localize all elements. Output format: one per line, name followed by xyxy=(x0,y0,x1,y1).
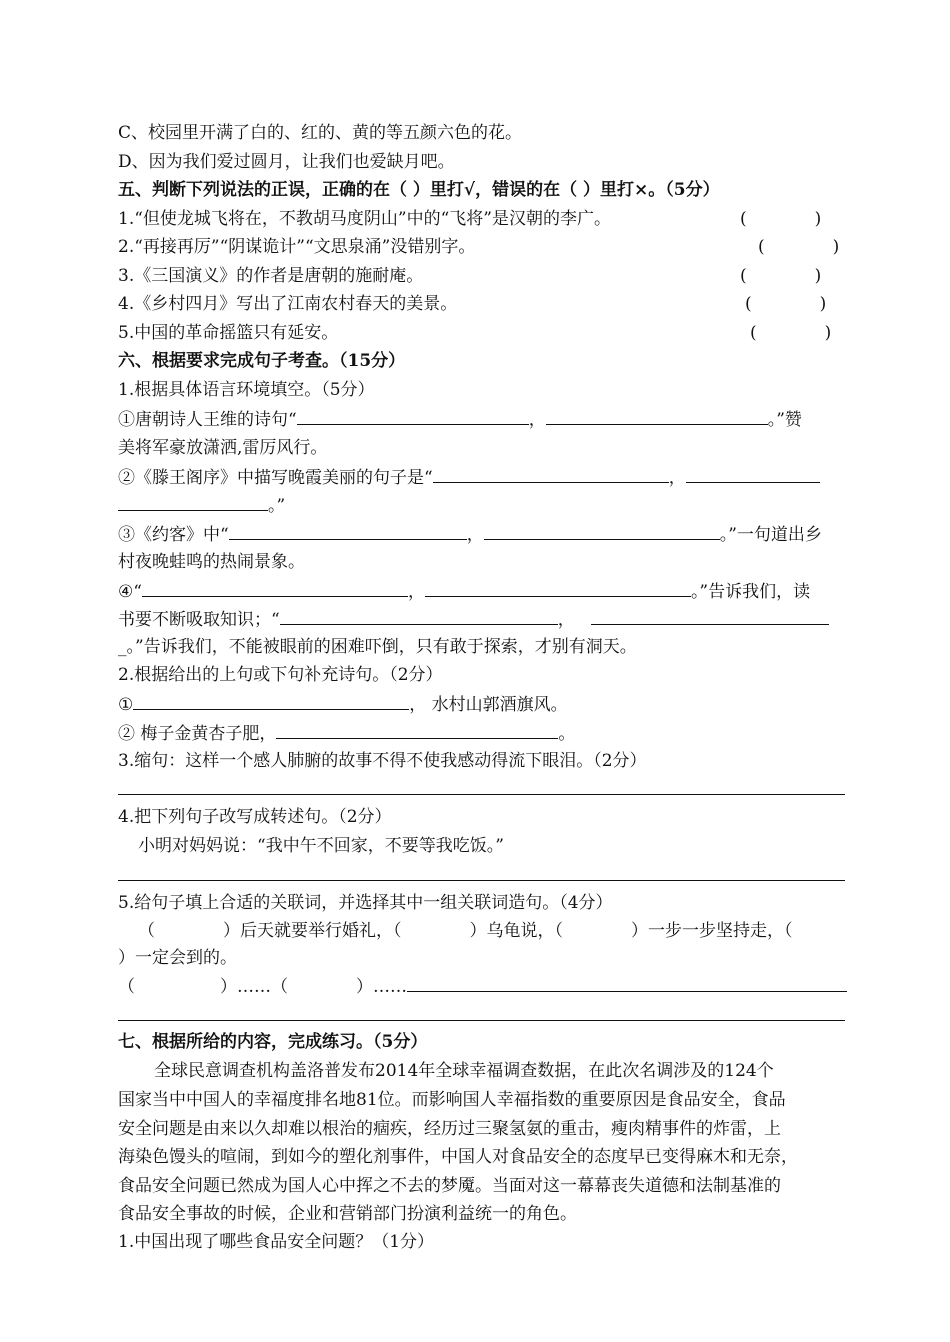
q6-1-title: 1.根据具体语言环境填空。（5分） xyxy=(118,380,375,400)
judge-answer-4[interactable]: ( ) xyxy=(745,294,827,314)
q6-4-title: 4.把下列句子改写成转述句。（2分） xyxy=(118,807,392,827)
judge-item-4: 4.《乡村四月》写出了江南农村春天的美景。 xyxy=(118,294,458,314)
comma: ， xyxy=(557,610,575,630)
q6-1-c-cont: 村夜晚蛙鸣的热闹景象。 xyxy=(118,552,305,572)
q6-2-b-suffix: 。 xyxy=(558,724,576,744)
blank-explore-2[interactable] xyxy=(591,608,829,625)
q6-2-a xyxy=(118,693,868,716)
blank-poem-2[interactable] xyxy=(276,722,558,739)
blank-explore-1[interactable] xyxy=(280,608,558,625)
q6-4-sentence: 小明对妈妈说：“我中午不回家，不要等我吃饭。” xyxy=(138,836,504,856)
blank-tengwang-2b[interactable] xyxy=(118,494,268,511)
blank-poem-1[interactable] xyxy=(133,693,409,710)
judge-item-3: 3.《三国演义》的作者是唐朝的施耐庵。 xyxy=(118,266,424,286)
q6-2-a-suffix: ， 水村山郭酒旗风。 xyxy=(409,695,568,715)
q6-3: 3.缩句：这样一个感人肺腑的故事不得不使我感动得流下眼泪。（2分） xyxy=(118,751,647,771)
q6-1-d-prefix: ④“ xyxy=(118,582,142,602)
q6-5-title: 5.给句子填上合适的关联词，并选择其中一组关联词造句。（4分） xyxy=(118,893,613,913)
q6-1-c-suffix: 。”一句道出乡 xyxy=(719,525,822,545)
passage-line-5: 食品安全问题已然成为国人心中挥之不去的梦魇。当面对这一幕幕丧失道德和法制基准的 xyxy=(118,1176,781,1196)
comma: ， xyxy=(407,582,425,602)
q6-5-line1: （ ）后天就要举行婚礼，（ ）乌龟说，（ ）一步一步坚持走，（ xyxy=(138,921,793,941)
q6-1-b-prefix: ②《滕王阁序》中描写晚霞美丽的句子是“ xyxy=(118,468,433,488)
q6-5-pattern: （ ）……（ ）…… xyxy=(118,977,407,997)
q6-2-a-prefix: ① xyxy=(118,695,134,715)
comma: ， xyxy=(528,410,546,430)
passage-line-4: 海染色馒头的喧闹，到如今的塑化剂事件，中国人对食品安全的态度早已变得麻木和无奈， xyxy=(118,1147,798,1167)
q6-1-e xyxy=(118,608,868,631)
blank-reading-1[interactable] xyxy=(142,580,408,597)
passage-line-3: 安全问题是由来以久却难以根治的痼疾，经历过三聚氢氨的重击，瘦肉精事件的炸雷，上 xyxy=(118,1119,781,1139)
judge-answer-1[interactable]: ( ) xyxy=(740,209,822,229)
section7-title: 七、根据所给的内容，完成练习。（5分） xyxy=(118,1032,428,1052)
q6-5-line3 xyxy=(118,975,868,998)
judge-item-2: 2.“再接再厉”“阴谋诡计”“文思泉涌”没错别字。 xyxy=(118,237,476,257)
comma: ， xyxy=(668,468,686,488)
q6-1-c-prefix: ③《约客》中“ xyxy=(118,525,229,545)
q7-1: 1.中国出现了哪些食品安全问题？（1分） xyxy=(118,1232,435,1252)
q6-2-b xyxy=(118,722,868,745)
blank-tengwang-1[interactable] xyxy=(433,466,669,483)
answer-line-q4[interactable] xyxy=(118,880,845,881)
passage-line-2: 国家当中中国人的幸福度排名地81位。而影响国人幸福指数的重要原因是食品安全，食品 xyxy=(118,1090,786,1110)
blank-wangwei-2[interactable] xyxy=(546,408,768,425)
q6-1-a-prefix: ①唐朝诗人王维的诗句“ xyxy=(118,410,297,430)
option-c: C、校园里开满了白的、红的、黄的等五颜六色的花。 xyxy=(118,123,523,143)
passage-line-6: 食品安全事故的时候，企业和营销部门扮演利益统一的角色。 xyxy=(118,1204,577,1224)
q6-1-a-suffix: 。”赞 xyxy=(767,410,802,430)
judge-answer-2[interactable]: ( ) xyxy=(758,237,840,257)
judge-answer-3[interactable]: ( ) xyxy=(740,266,822,286)
judge-answer-5[interactable]: ( ) xyxy=(750,323,832,343)
q6-1-f: _。”告诉我们，不能被眼前的困难吓倒，只有敢于探索，才别有洞天。 xyxy=(118,637,637,657)
q6-5-line2: ）一定会到的。 xyxy=(118,948,237,968)
section6-title: 六、根据要求完成句子考查。（15分） xyxy=(118,351,406,371)
q6-2-title: 2.根据给出的上句或下句补充诗句。（2分） xyxy=(118,665,443,685)
blank-wangwei-1[interactable] xyxy=(297,408,529,425)
q6-1-a-cont: 美将军豪放潇洒,雷厉风行。 xyxy=(118,438,328,458)
blank-reading-2[interactable] xyxy=(425,580,691,597)
comma: ， xyxy=(466,525,484,545)
q6-1-a xyxy=(118,408,868,431)
option-d: D、因为我们爱过圆月，让我们也爱缺月吧。 xyxy=(118,152,455,172)
q6-1-b-cont xyxy=(118,494,868,517)
q6-1-b xyxy=(118,466,868,489)
q6-1-d-suffix: 。”告诉我们，读 xyxy=(690,582,811,602)
q6-1-b-end: 。” xyxy=(268,496,286,516)
q6-1-c xyxy=(118,523,868,546)
blank-yueke-2[interactable] xyxy=(484,523,720,540)
passage-line-1: 全球民意调查机构盖洛普发布2014年全球幸福调查数据，在此次名调涉及的124个 xyxy=(154,1061,774,1081)
section5-title: 五、判断下列说法的正误，正确的在（ ）里打√，错误的在（ ）里打×。（5分） xyxy=(118,180,720,200)
answer-line-q3[interactable] xyxy=(118,794,845,795)
blank-sentence-1[interactable] xyxy=(407,975,847,992)
answer-line-q5[interactable] xyxy=(118,1020,845,1021)
q6-1-e-prefix: 书要不断吸取知识；“ xyxy=(118,610,280,630)
q6-1-d xyxy=(118,580,868,603)
blank-yueke-1[interactable] xyxy=(229,523,467,540)
judge-item-5: 5.中国的革命摇篮只有延安。 xyxy=(118,323,339,343)
judge-item-1: 1.“但使龙城飞将在，不教胡马度阴山”中的“飞将”是汉朝的李广。 xyxy=(118,209,611,229)
q6-2-b-prefix: ② 梅子金黄杏子肥， xyxy=(118,724,277,744)
blank-tengwang-2a[interactable] xyxy=(686,466,820,483)
